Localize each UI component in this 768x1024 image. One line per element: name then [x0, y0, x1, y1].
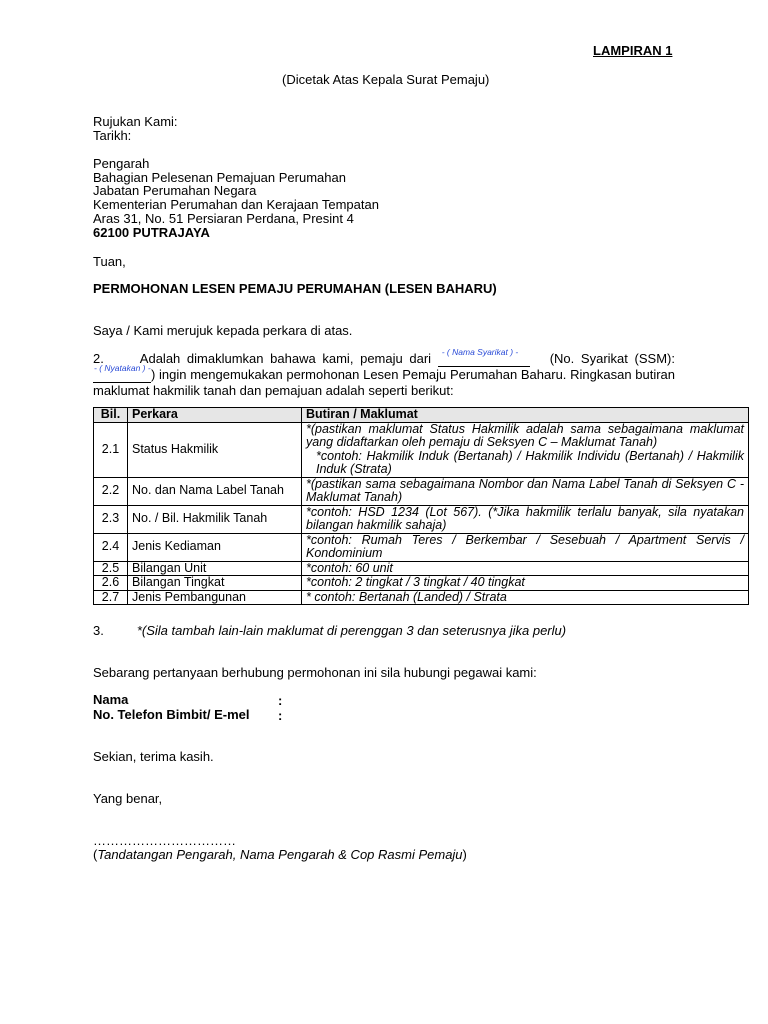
- table-cell-butiran: *contoh: 60 unit: [302, 561, 749, 576]
- table-header-butiran: Butiran / Maklumat: [302, 408, 749, 423]
- table-row: [94, 533, 749, 561]
- paragraph-2-number: 2.: [93, 351, 104, 366]
- paragraph-2: [93, 347, 675, 398]
- paragraph-3-number: 3.: [93, 623, 104, 638]
- table-cell-bil: 2.2: [94, 477, 128, 505]
- paragraph-1: Saya / Kami merujuk kepada perkara di atas.: [93, 323, 353, 338]
- table-row: [94, 422, 749, 477]
- table-row: [94, 561, 749, 576]
- company-name-hint: - ( Nama Syarikat ) -: [441, 347, 519, 357]
- table-cell-bil: 2.5: [94, 561, 128, 576]
- table-cell-perkara: Jenis Pembangunan: [128, 590, 302, 605]
- table-cell-bil: 2.3: [94, 505, 128, 533]
- address-line: Kementerian Perumahan dan Kerajaan Tempatan: [93, 197, 379, 212]
- contact-nama-colon: :: [278, 693, 283, 708]
- signature-caption-text: Tandatangan Pengarah, Nama Pengarah & Cop Rasmi Pemaju: [97, 847, 463, 862]
- closing-yang-benar: Yang benar,: [93, 791, 163, 806]
- ssm-number-hint: - ( Nyatakan ) -: [94, 363, 151, 373]
- signature-caption-close: ): [462, 847, 467, 862]
- address-line: Jabatan Perumahan Negara: [93, 183, 257, 198]
- table-header-row: [94, 408, 749, 423]
- table-cell-butiran: *contoh: 2 tingkat / 3 tingkat / 40 tingkat: [302, 576, 749, 591]
- table-cell-perkara: No. dan Nama Label Tanah: [128, 477, 302, 505]
- letterhead-note: (Dicetak Atas Kepala Surat Pemaju): [282, 72, 490, 87]
- table-row: [94, 505, 749, 533]
- table-cell-butiran: *contoh: Rumah Teres / Berkembar / Sesebuah / Apartment Servis / Kondominium: [302, 533, 749, 561]
- address-line: Bahagian Pelesenan Pemajuan Perumahan: [93, 170, 346, 185]
- table-cell-butiran-example: *contoh: Hakmilik Induk (Bertanah) / Hakmilik Individu (Bertanah) / Hakmilik Induk (Strata): [316, 448, 744, 476]
- table-header-perkara: Perkara: [128, 408, 302, 423]
- signature-caption: [93, 848, 467, 862]
- table-row: [94, 590, 749, 605]
- contact-intro: Sebarang pertanyaan berhubung permohonan ini sila hubungi pegawai kami:: [93, 665, 537, 680]
- ssm-number-field[interactable]: [93, 363, 151, 383]
- address-line: Aras 31, No. 51 Persiaran Perdana, Presint 4: [93, 211, 354, 226]
- company-name-field[interactable]: [438, 347, 530, 367]
- closing-thanks: Sekian, terima kasih.: [93, 749, 214, 764]
- table-cell-butiran: * contoh: Bertanah (Landed) / Strata: [302, 590, 749, 605]
- table-cell-perkara: Status Hakmilik: [128, 422, 302, 477]
- table-cell-bil: 2.7: [94, 590, 128, 605]
- land-details-table: [93, 407, 749, 605]
- lampiran-label: LAMPIRAN 1: [593, 43, 673, 58]
- table-cell-butiran-note: *(pastikan maklumat Status Hakmilik adalah sama sebagaimana maklumat yang didaftarkan oleh pemaju di Seksyen C – Maklumat Tanah): [306, 421, 744, 449]
- table-header-bil: Bil.: [94, 408, 128, 423]
- table-cell-butiran: [302, 422, 749, 477]
- contact-nama-label: Nama: [93, 692, 129, 707]
- subject-heading: PERMOHONAN LESEN PEMAJU PERUMAHAN (LESEN BAHARU): [93, 281, 497, 296]
- table-cell-perkara: Bilangan Tingkat: [128, 576, 302, 591]
- table-cell-bil: 2.4: [94, 533, 128, 561]
- table-cell-bil: 2.6: [94, 576, 128, 591]
- table-cell-perkara: No. / Bil. Hakmilik Tanah: [128, 505, 302, 533]
- paragraph-2-text-b: (No. Syarikat (SSM):: [549, 351, 675, 366]
- table-cell-perkara: Jenis Kediaman: [128, 533, 302, 561]
- signature-line: ……………………………: [93, 833, 236, 848]
- reference-tarikh: Tarikh:: [93, 128, 132, 143]
- table-row: [94, 576, 749, 591]
- address-postcode: 62100 PUTRAJAYA: [93, 225, 210, 240]
- address-line: Pengarah: [93, 156, 150, 171]
- salutation: Tuan,: [93, 254, 126, 269]
- paragraph-2-text-c: ) ingin mengemukakan permohonan Lesen Pemaju Perumahan Baharu. Ringkasan butiran maklumat hakmilik tanah dan pemajuan adalah seperti berikut:: [93, 367, 675, 398]
- contact-phone-label: No. Telefon Bimbit/ E-mel: [93, 707, 250, 722]
- paragraph-3-text: *(Sila tambah lain-lain maklumat di perenggan 3 dan seterusnya jika perlu): [136, 623, 567, 638]
- paragraph-2-text-a: Adalah dimaklumkan bahawa kami, pemaju dari: [139, 351, 432, 366]
- reference-rujukan: Rujukan Kami:: [93, 114, 178, 129]
- table-cell-butiran: *contoh: HSD 1234 (Lot 567). (*Jika hakmilik terlalu banyak, sila nyatakan bilangan hakmilik sahaja): [302, 505, 749, 533]
- table-cell-butiran: *(pastikan sama sebagaimana Nombor dan Nama Label Tanah di Seksyen C -Maklumat Tanah): [302, 477, 749, 505]
- table-cell-perkara: Bilangan Unit: [128, 561, 302, 576]
- table-row: [94, 477, 749, 505]
- signature-caption-open: (: [93, 847, 98, 862]
- contact-phone-colon: :: [278, 708, 283, 723]
- paragraph-3: [93, 624, 566, 638]
- table-cell-bil: 2.1: [94, 422, 128, 477]
